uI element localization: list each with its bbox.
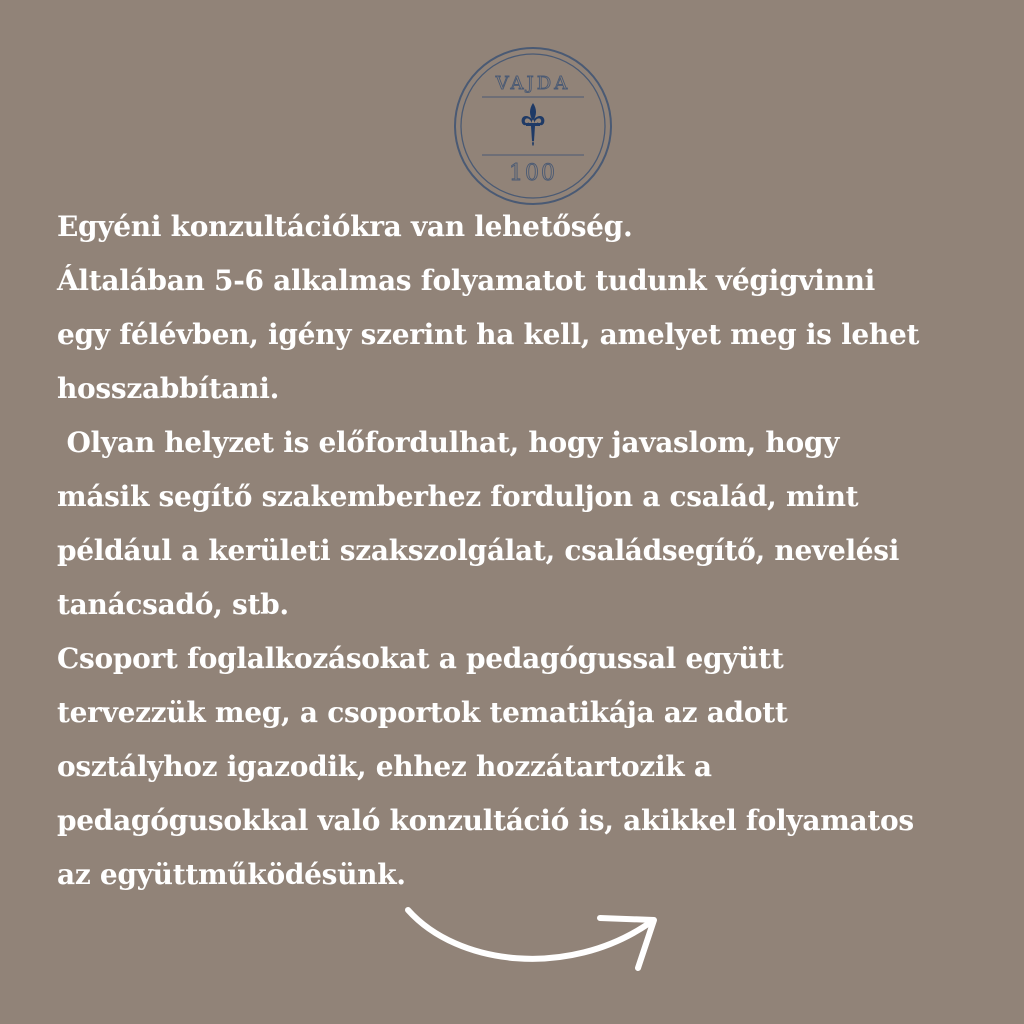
text-line: Csoport foglalkozásokat a pedagógussal együtt [57, 642, 784, 675]
text-line: hosszabbítani. [57, 372, 280, 405]
text-line: az együttműködésünk. [57, 858, 406, 891]
fleur-de-lis-icon [522, 103, 545, 146]
logo-top-text: VAJDA [495, 73, 571, 94]
text-line: másik segítő szakemberhez forduljon a család, mint [57, 480, 859, 513]
text-line: egy félévben, igény szerint ha kell, amelyet meg is lehet [57, 318, 920, 351]
logo-bottom-text: 100 [509, 161, 557, 186]
text-line: osztályhoz igazodik, ehhez hozzátartozik a [57, 750, 712, 783]
next-arrow[interactable] [398, 896, 668, 986]
text-line: Olyan helyzet is előfordulhat, hogy javaslom, hogy [57, 426, 840, 459]
text-line: pedagógusokkal való konzultáció is, akikkel folyamatos [57, 804, 914, 837]
text-line: például a kerületi szakszolgálat, családsegítő, nevelési [57, 534, 900, 567]
text-line: Egyéni konzultációkra van lehetőség. [57, 210, 633, 243]
text-line: tervezzük meg, a csoportok tematikája az adott [57, 696, 788, 729]
vajda-100-logo [452, 45, 614, 207]
body-text [57, 200, 987, 902]
text-line: Általában 5-6 alkalmas folyamatot tudunk végigvinni [57, 264, 876, 297]
text-line: tanácsadó, stb. [57, 588, 289, 621]
logo-seal [452, 45, 614, 207]
curved-arrow-right-icon[interactable] [398, 896, 668, 986]
